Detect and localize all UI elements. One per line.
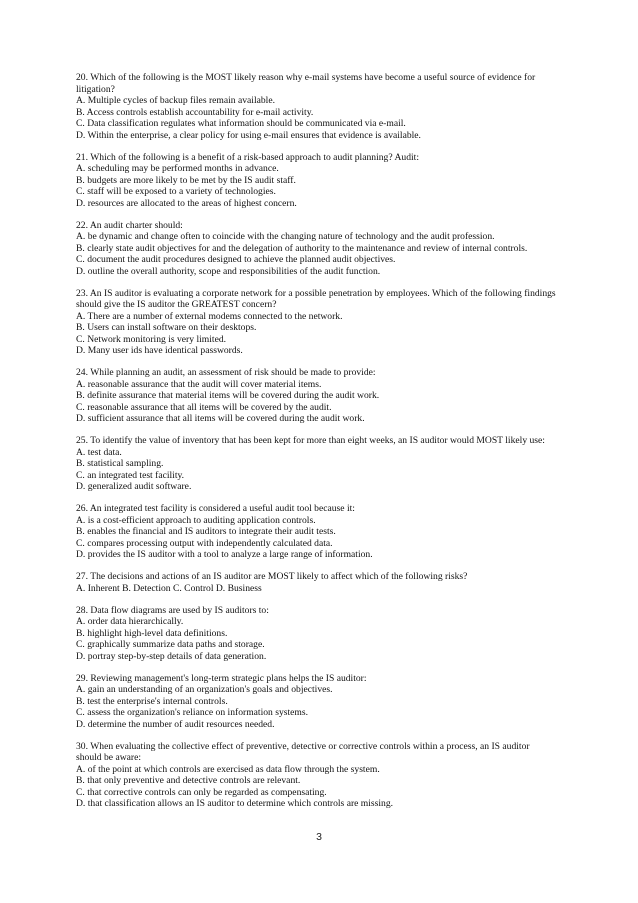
question-line: A. test data. (76, 446, 122, 458)
question-line: D. sufficient assurance that all items will be covered during the audit work. (76, 413, 365, 424)
question-block (76, 673, 568, 731)
question-line: A. gain an understanding of an organization's goals and objectives. (76, 684, 333, 695)
question-text: 27. The decisions and actions of an IS auditor are MOST likely to affect which of the following risks? (76, 571, 468, 582)
question-line: B. Users can install software on their desktops. (76, 322, 257, 333)
question-block (76, 435, 568, 493)
page-number: 3 (316, 831, 322, 843)
question-line: D. determine the number of audit resources needed. (76, 718, 275, 730)
question-text: 20. Which of the following is the MOST likely reason why e-mail systems have become a useful source of evidence for (76, 72, 536, 83)
question-text: 25. To identify the value of inventory that has been kept for more than eight weeks, an IS auditor would MOST likely use: (76, 435, 545, 446)
question-text: 23. An IS auditor is evaluating a corporate network for a possible penetration by employees. Which of the following findings (76, 287, 556, 299)
question-text: 30. When evaluating the collective effect of preventive, detective or corrective controls within a process, an IS auditor (76, 740, 530, 752)
question-block (76, 503, 568, 561)
question-line: B. enables the financial and IS auditors to integrate their audit tests. (76, 526, 336, 537)
question-line: A. of the point at which controls are exercised as data flow through the system. (76, 763, 380, 775)
question-line: A. order data hierarchically. (76, 616, 184, 627)
question-line: B. highlight high-level data definitions. (76, 627, 228, 639)
question-line: should give the IS auditor the GREATEST concern? (76, 299, 277, 310)
question-line: B. Access controls establish accountability for e-mail activity. (76, 106, 314, 118)
question-line: B. budgets are more likely to be met by the IS audit staff. (76, 174, 296, 186)
question-line: A. is a cost-efficient approach to auditing application controls. (76, 514, 316, 526)
question-line: D. Many user ids have identical passwords. (76, 345, 243, 356)
question-block (76, 741, 568, 810)
question-block (76, 571, 568, 594)
question-line: C. assess the organization's reliance on information systems. (76, 707, 309, 718)
question-block (76, 72, 568, 141)
question-text: 21. Which of the following is a benefit of a risk-based approach to audit planning? Audit: (76, 151, 419, 163)
question-line: A. Inherent B. Detection C. Control D. Business (76, 582, 262, 594)
question-line: B. test the enterprise's internal controls. (76, 695, 228, 707)
question-line: C. graphically summarize data paths and storage. (76, 639, 265, 650)
question-text: 29. Reviewing management's long-term strategic plans helps the IS auditor: (76, 672, 367, 684)
question-line: B. clearly state audit objectives for and the delegation of authority to the maintenance and review of internal controls. (76, 242, 528, 254)
question-line: D. that classification allows an IS auditor to determine which controls are missing. (76, 798, 394, 809)
question-line: C. reasonable assurance that all items will be covered by the audit. (76, 401, 332, 413)
question-block (76, 152, 568, 210)
question-line: D. generalized audit software. (76, 481, 192, 492)
question-block (76, 288, 568, 357)
question-line: should be aware: (76, 752, 142, 763)
question-line: C. an integrated test facility. (76, 469, 185, 481)
question-text: 26. An integrated test facility is considered a useful audit tool because it: (76, 503, 355, 514)
question-line: B. statistical sampling. (76, 458, 164, 469)
question-block (76, 605, 568, 663)
question-block (76, 367, 568, 425)
question-line: A. There are a number of external modems connected to the network. (76, 310, 343, 322)
question-line: C. compares processing output with independently calculated data. (76, 537, 333, 549)
question-line: B. that only preventive and detective controls are relevant. (76, 775, 301, 786)
question-line: A. reasonable assurance that the audit will cover material items. (76, 378, 322, 390)
question-list (76, 72, 568, 820)
question-text: 28. Data flow diagrams are used by IS auditors to: (76, 604, 269, 616)
question-line: B. definite assurance that material items will be covered during the audit work. (76, 390, 380, 401)
question-line: A. scheduling may be performed months in advance. (76, 163, 279, 174)
question-line: C. document the audit procedures designed to achieve the planned audit objectives. (76, 254, 396, 265)
question-line: D. provides the IS auditor with a tool to analyze a large range of information. (76, 549, 373, 560)
question-text: 22. An audit charter should: (76, 219, 183, 231)
question-line: A. Multiple cycles of backup files remain available. (76, 95, 276, 106)
question-line: C. Network monitoring is very limited. (76, 333, 227, 345)
question-block (76, 220, 568, 278)
question-line: C. Data classification regulates what information should be communicated via e-mail. (76, 118, 406, 129)
question-line: C. that corrective controls can only be regarded as compensating. (76, 786, 327, 798)
question-line: C. staff will be exposed to a variety of technologies. (76, 186, 276, 197)
question-text: 24. While planning an audit, an assessment of risk should be made to provide: (76, 367, 376, 378)
question-line: D. Within the enterprise, a clear policy for using e-mail ensures that evidence is available. (76, 129, 421, 141)
question-line: D. outline the overall authority, scope and responsibilities of the audit function. (76, 265, 381, 277)
question-line: D. portray step-by-step details of data generation. (76, 650, 267, 662)
question-line: A. be dynamic and change often to coincide with the changing nature of technology and the audit profession. (76, 231, 495, 242)
question-line: litigation? (76, 83, 115, 95)
question-line: D. resources are allocated to the areas of highest concern. (76, 197, 297, 209)
